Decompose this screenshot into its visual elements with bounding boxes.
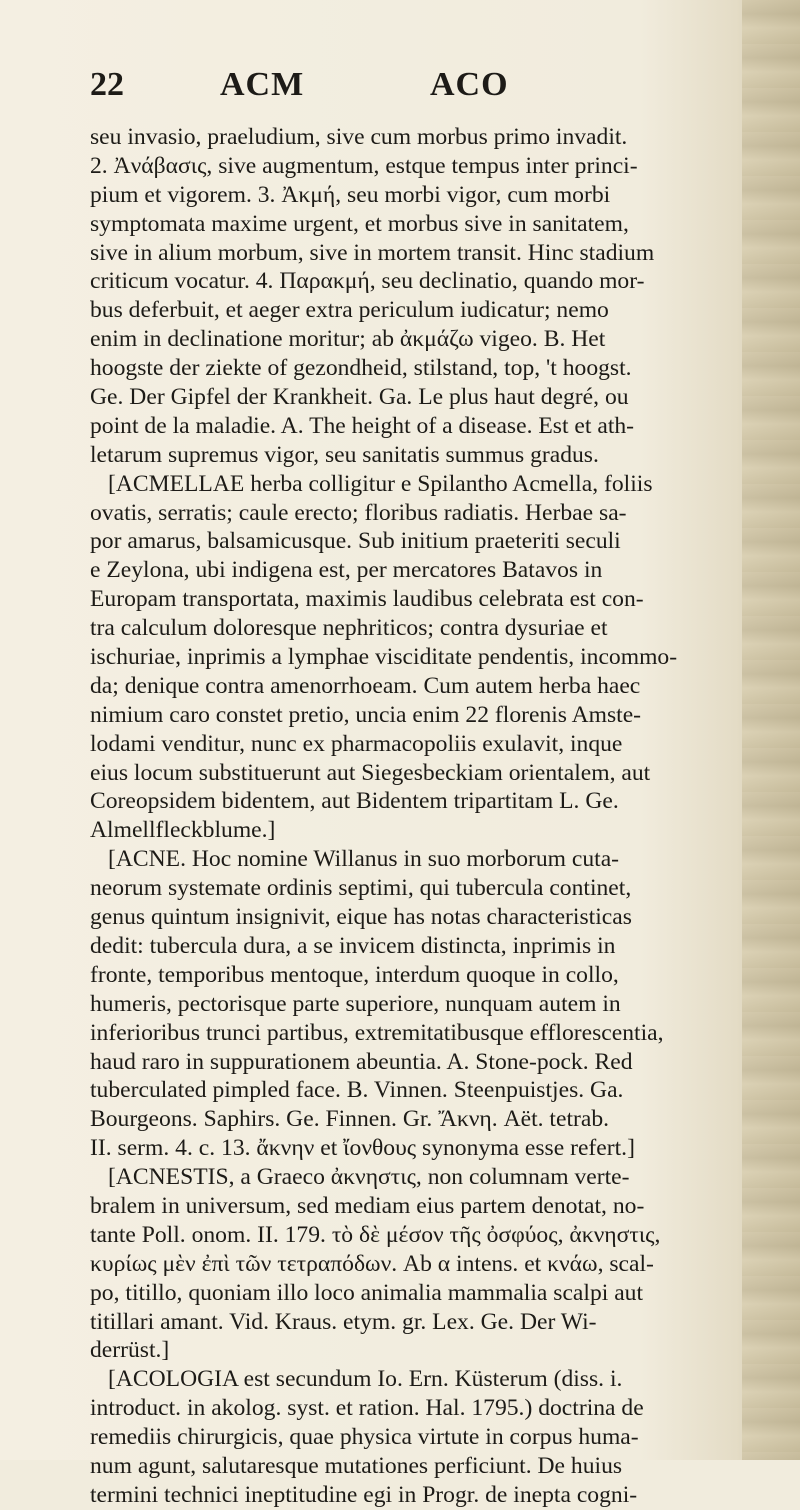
text-line: κυρίως μὲν ἐπὶ τῶν τετραπόδων. Ab α intens. et κνάω, scal- (90, 1250, 654, 1277)
page-number: 22 (90, 66, 124, 103)
text-line: Almellfleckblume.] (90, 817, 276, 844)
text-line: derrüst.] (90, 1337, 170, 1364)
text-line: ischuriae, inprimis a lymphae visciditate pendentis, incommo- (90, 644, 678, 671)
text-line: humeris, pectorisque parte superiore, nunquam autem in (90, 990, 621, 1017)
text-line: point de la maladie. A. The height of a disease. Est et ath- (90, 412, 635, 439)
text-line: [ACOLOGIA est secundum Io. Ern. Küsterum (diss. i. (108, 1366, 623, 1393)
text-line: haud raro in suppurationem abeuntia. A. Stone-pock. Red (90, 1048, 633, 1075)
text-line: pium et vigorem. 3. Ἀκμή, seu morbi vigor, cum morbi (90, 181, 611, 208)
text-line: symptomata maxime urgent, et morbus sive in sanitatem, (90, 210, 629, 237)
text-line: remediis chirurgicis, quae physica virtute in corpus huma- (90, 1424, 639, 1451)
text-line: por amarus, balsamicusque. Sub initium praeteriti seculi (90, 528, 621, 555)
text-line: [ACNE. Hoc nomine Willanus in suo morborum cuta- (108, 846, 620, 873)
text-line: tuberculated pimpled face. B. Vinnen. Steenpuistjes. Ga. (90, 1077, 624, 1104)
text-line: Bourgeons. Saphirs. Ge. Finnen. Gr. Ἄκνη. Aët. tetrab. (90, 1106, 610, 1133)
text-line: inferioribus trunci partibus, extremitatibusque efflorescentia, (90, 1019, 664, 1046)
running-head-right: ACO (430, 66, 509, 103)
text-line: num agunt, salutaresque mutationes perficiunt. De huius (90, 1452, 623, 1479)
text-line: seu invasio, praeludium, sive cum morbus primo invadit. (90, 124, 628, 150)
text-line: termini technici ineptitudine egi in Progr. de inepta cogni- (90, 1481, 638, 1508)
text-line: nimium caro constet pretio, uncia enim 22 florenis Amste- (90, 701, 642, 728)
text-line: po, titillo, quoniam illo loco animalia mammalia scalpi aut (90, 1279, 644, 1306)
text-line: ovatis, serratis; caule erecto; floribus radiatis. Herbae sa- (90, 499, 627, 526)
text-line: fronte, temporibus mentoque, interdum quoque in collo, (90, 961, 619, 988)
text-line: sive in alium morbum, sive in mortem transit. Hinc stadium (90, 239, 655, 266)
page-header (90, 66, 730, 106)
text-line: hoogste der ziekte of gezondheid, stilstand, top, 't hoogst. (90, 355, 632, 382)
running-head-left: ACM (220, 66, 305, 103)
text-line: tra calculum doloresque nephriticos; contra dysuriae et (90, 615, 608, 642)
text-line: dedit: tubercula dura, a se invicem distincta, inprimis in (90, 932, 616, 959)
text-line: criticum vocatur. 4. Παρακμή, seu declinatio, quando mor- (90, 268, 645, 295)
text-line: Ge. Der Gipfel der Krankheit. Ga. Le plus haut degré, ou (90, 384, 629, 411)
text-line: genus quintum insignivit, eique has notas characteristicas (90, 904, 632, 931)
text-line: Coreopsidem bidentem, aut Bidentem tripartitam L. Ge. (90, 788, 619, 815)
text-line: eius locum substituerunt aut Siegesbeckiam orientalem, aut (90, 759, 651, 786)
text-line: Europam transportata, maximis laudibus celebrata est con- (90, 586, 644, 613)
text-line: neorum systemate ordinis septimi, qui tubercula continet, (90, 875, 632, 902)
text-line: lodami venditur, nunc ex pharmacopoliis exulavit, inque (90, 730, 623, 757)
text-line: [ACNESTIS, a Graeco ἀκνηστις, non columnam verte- (108, 1164, 630, 1191)
text-line: letarum supremus vigor, seu sanitatis summus gradus. (90, 441, 599, 468)
text-line: e Zeylona, ubi indigena est, per mercatores Batavos in (90, 557, 603, 584)
text-line: II. serm. 4. c. 13. ἄκνην et ἴονθους synonyma esse refert.] (90, 1135, 635, 1162)
text-line: tante Poll. onom. II. 179. τὸ δὲ μέσον τῆς ὀσφύος, ἀκνηστις, (90, 1221, 661, 1248)
text-line: enim in declinatione moritur; ab ἀκμάζω vigeo. B. Het (90, 326, 606, 353)
page-edge-shadow (742, 0, 800, 1460)
text-line: da; denique contra amenorrhoeam. Cum autem herba haec (90, 672, 641, 699)
body-text (90, 123, 730, 1510)
text-line: bus deferbuit, et aeger extra periculum iudicatur; nemo (90, 297, 609, 324)
text-line: bralem in universum, sed mediam eius partem denotat, no- (90, 1192, 645, 1219)
text-line: [ACMELLAE herba colligitur e Spilantho Acmella, foliis (108, 470, 653, 497)
text-line: introduct. in akolog. syst. et ration. Hal. 1795.) doctrina de (90, 1395, 644, 1422)
text-line: titillari amant. Vid. Kraus. etym. gr. Lex. Ge. Der Wi- (90, 1308, 597, 1335)
text-line: 2. Ἀνάβασις, sive augmentum, estque tempus inter princi- (90, 152, 638, 179)
